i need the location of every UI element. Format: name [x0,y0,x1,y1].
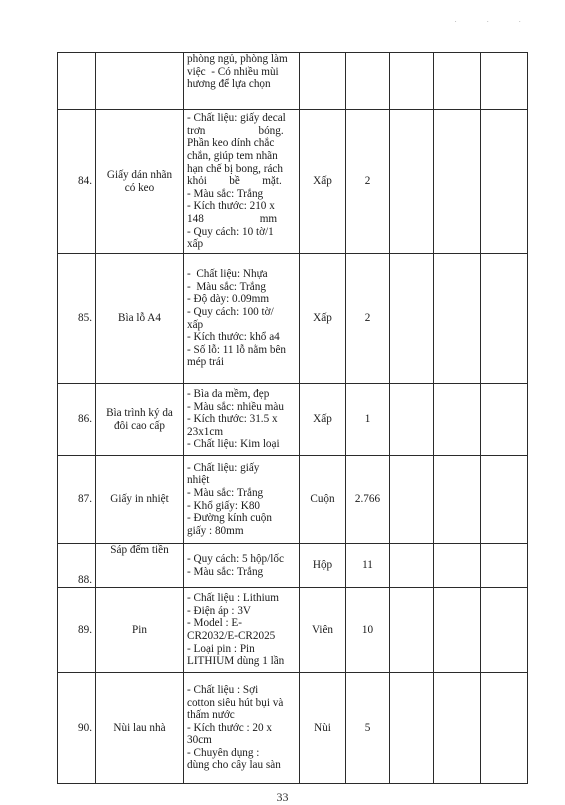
item-name-line: Sáp đếm tiền [110,544,169,556]
specification-line: phòng ngủ, phòng làm [187,53,288,65]
specification-line: - Đường kính cuộn [187,512,272,525]
product-spec-table [57,52,528,784]
specification-line: khỏi bề mặt. [187,175,282,188]
empty-cell [481,110,528,254]
item-name-line: đôi cao cấp [114,419,165,432]
specification-line: - Khổ giấy: K80 [187,499,261,512]
empty-cell [434,53,481,110]
item-specification [184,254,300,384]
specification-line: Phần keo dính chắc [187,137,275,150]
item-name [96,53,184,110]
empty-cell [390,384,434,456]
item-number: 89. [58,588,96,673]
specification-line: 23x1cm [187,425,224,438]
specification-line: 30cm [187,734,212,747]
specification-line: - Điện áp : 3V [187,604,252,617]
specification-line: - Chất liệu: giấy [187,461,260,474]
item-name [96,673,184,784]
specification-line: trơn bóng. [187,124,284,137]
table-row [58,384,528,456]
item-number: 88. [58,544,96,588]
item-quantity: 2 [346,254,390,384]
specification-line: - Chất liệu : Sợi [187,683,259,696]
table-row [58,53,528,110]
specification-line: xấp [187,318,204,331]
specification-line: - Kích thước: 210 x [187,200,275,213]
empty-cell [481,53,528,110]
item-specification [184,544,300,588]
item-specification [184,384,300,456]
item-name [96,544,184,588]
specification-line: - Kích thước: 31.5 x [187,413,278,426]
specification-line: - Số lỗ: 11 lỗ nằm bên [187,343,287,356]
specification-line: LITHIUM dùng 1 lần [187,655,285,668]
table-row [58,588,528,673]
specification-line: - Độ dày: 0.09mm [187,293,270,306]
empty-cell [434,673,481,784]
empty-cell [481,588,528,673]
item-unit: Xấp [300,384,346,456]
item-name-line: Nùi lau nhà [113,721,166,734]
specification-line: nhiệt [187,474,210,487]
empty-cell [434,384,481,456]
item-unit: Nùi [300,673,346,784]
item-quantity [346,53,390,110]
empty-cell [481,673,528,784]
specification-line: hạn chế bị bong, rách [187,162,283,175]
item-quantity: 2.766 [346,456,390,544]
item-specification [184,53,300,110]
specification-line: - Màu sắc: Trắng [187,565,264,578]
item-name-line: Giấy in nhiệt [110,493,169,506]
empty-cell [481,456,528,544]
specification-line: - Màu sắc: Trắng [187,187,264,200]
specification-line: - Model : E- [187,617,242,630]
item-quantity: 10 [346,588,390,673]
item-quantity: 1 [346,384,390,456]
empty-cell [434,110,481,254]
empty-cell [434,254,481,384]
specification-line: xấp [187,238,204,251]
specification-line: việc - Có nhiều mùi [187,65,279,78]
page-number: 33 [276,790,289,804]
specification-line: 148 mm [187,212,278,225]
specification-line: dùng cho cây lau sàn [187,759,281,772]
item-number: 84. [58,110,96,254]
empty-cell [481,384,528,456]
specification-line: - Chất liệu: Nhựa [187,268,268,281]
specification-line: giấy : 80mm [187,524,244,537]
empty-cell [481,544,528,588]
item-name [96,456,184,544]
item-name-line: Bìa trình ký da [106,406,173,419]
item-unit: Xấp [300,254,346,384]
item-unit: Hộp [300,544,346,588]
empty-cell [390,588,434,673]
item-number: 85. [58,254,96,384]
empty-cell [390,673,434,784]
item-quantity: 11 [346,544,390,588]
item-specification [184,673,300,784]
item-number: 87. [58,456,96,544]
empty-cell [390,254,434,384]
empty-cell [390,544,434,588]
specification-line: - Màu sắc: nhiều màu [187,400,284,413]
item-name [96,254,184,384]
item-name-line: Giấy dán nhãn [106,168,173,181]
item-name [96,384,184,456]
item-name-line: Pin [132,623,147,636]
item-name-line: Bìa lỗ A4 [118,312,161,325]
specification-line: - Quy cách: 5 hộp/lốc [187,552,284,565]
item-quantity: 5 [346,673,390,784]
empty-cell [390,456,434,544]
specification-line: - Kích thước: khổ a4 [187,331,280,344]
table-row [58,254,528,384]
table-row [58,673,528,784]
item-name-line: có keo [124,181,155,194]
specification-line: - Chất liệu: Kim loại [187,438,280,451]
scan-marks: · · · [454,18,535,26]
specification-line: hương để lựa chọn [187,78,271,91]
specification-line: - Chất liệu: giấy decal [187,112,286,125]
specification-line: - Bìa da mềm, đẹp [187,388,270,401]
item-quantity: 2 [346,110,390,254]
specification-line: - Quy cách: 10 tờ/1 [187,225,274,238]
empty-cell [434,456,481,544]
item-unit: Viên [300,588,346,673]
specification-line: CR2032/E-CR2025 [187,630,276,642]
specification-line: - Kích thước : 20 x [187,721,272,734]
table-row [58,110,528,254]
specification-line: - Màu sắc: Trắng [187,486,264,499]
specification-line: chắn, giúp tem nhãn [187,150,278,163]
empty-cell [434,544,481,588]
item-name [96,110,184,254]
item-specification [184,588,300,673]
empty-cell [434,588,481,673]
item-specification [184,456,300,544]
specification-line: - Màu sắc: Trắng [187,280,266,293]
item-number: 90. [58,673,96,784]
empty-cell [481,254,528,384]
specification-line: thấm nước [187,709,235,722]
item-unit: Xấp [300,110,346,254]
item-number [58,53,96,110]
table-row [58,456,528,544]
specification-line: - Quy cách: 100 tờ/ [187,305,274,318]
specification-line: cotton siêu hút bụi và [187,696,284,709]
specification-line: - Chuyên dụng : [187,746,260,759]
empty-cell [390,53,434,110]
item-unit: Cuộn [300,456,346,544]
specification-line: - Loại pin : Pin [187,642,255,655]
item-specification [184,110,300,254]
item-number: 86. [58,384,96,456]
empty-cell [390,110,434,254]
item-name [96,588,184,673]
item-unit [300,53,346,110]
specification-line: mép trái [187,356,224,369]
specification-line: - Chất liệu : Lithium [187,592,279,605]
table-row [58,544,528,588]
